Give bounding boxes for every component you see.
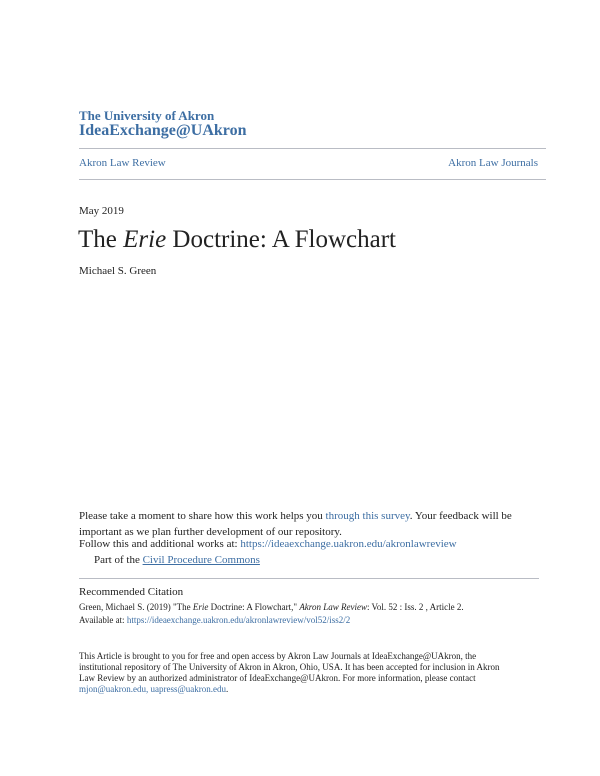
survey-link[interactable]: through this survey (325, 510, 410, 522)
citation-part: : Vol. 52 : Iss. 2 , Article 2. (366, 602, 464, 612)
article-title (78, 226, 396, 254)
divider (79, 148, 546, 149)
citation-part: Doctrine: A Flowchart," (208, 602, 300, 612)
survey-text (79, 508, 519, 540)
divider (79, 179, 546, 180)
part-of-label: Part of the (94, 554, 143, 566)
author: Michael S. Green (79, 265, 157, 277)
repository-name: IdeaExchange@UAkron (79, 122, 247, 139)
university-name: The University of Akron (79, 108, 215, 123)
citation-text (79, 602, 464, 613)
part-of-line (94, 554, 260, 567)
available-label: Available at: (79, 615, 127, 625)
civil-procedure-commons-link[interactable]: Civil Procedure Commons (142, 554, 260, 566)
publication-date: May 2019 (79, 205, 124, 217)
divider (79, 578, 539, 579)
follow-line (79, 538, 457, 551)
title-text: Doctrine: A Flowchart (166, 226, 396, 253)
title-text: The (78, 226, 124, 253)
title-italic: Erie (123, 226, 167, 253)
citation-journal: Akron Law Review (299, 602, 367, 612)
citation-url-link[interactable]: https://ideaexchange.uakron.edu/akronlawreview/vol52/iss2/2 (126, 615, 351, 625)
akron-law-journals-link[interactable]: Akron Law Journals (448, 157, 538, 169)
follow-url-link[interactable]: https://ideaexchange.uakron.edu/akronlawreview (240, 538, 457, 550)
citation-italic: Erie (192, 602, 209, 612)
footer-text: This Article is brought to you for free and open access by Akron Law Journals at IdeaExchange@UAkron, the institutional repository of The University of Akron in Akron, Ohio, USA. It has been accepted for inclusion in Akron Law Review by an authorized administrator of IdeaExchange@UAkron. For more information, please contact (79, 651, 500, 683)
akron-law-review-link[interactable]: Akron Law Review (79, 157, 166, 169)
citation-part: Green, Michael S. (2019) "The (79, 602, 193, 612)
footer-end: . (226, 684, 229, 694)
follow-label: Follow this and additional works at: (79, 538, 241, 550)
contact-email-link[interactable]: mjon@uakron.edu, uapress@uakron.edu (79, 684, 227, 694)
survey-text-1: Please take a moment to share how this work helps you (79, 510, 326, 522)
survey-text-2: . Your feedback will be important as we plan further development of our repository. (79, 510, 512, 538)
citation-heading: Recommended Citation (79, 586, 184, 598)
citation-available (79, 615, 350, 626)
footer-notice (79, 651, 514, 695)
